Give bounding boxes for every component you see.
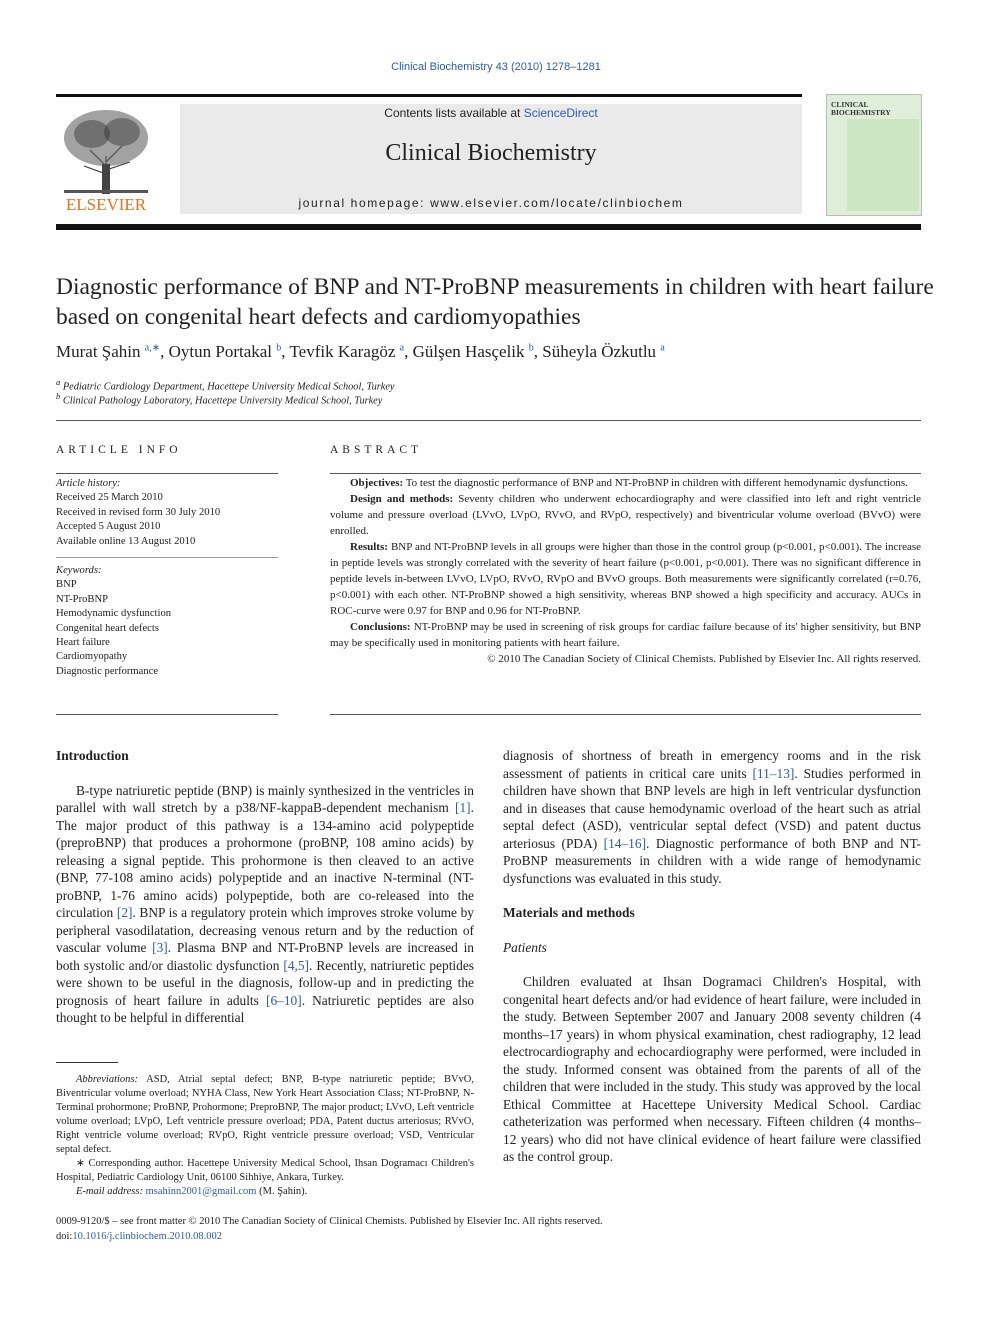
abstract-results xyxy=(330,539,921,619)
abstract-bottom-rule xyxy=(330,714,921,715)
keyword: Diagnostic performance xyxy=(56,665,159,677)
keyword: NT-ProBNP xyxy=(56,593,109,605)
right-column xyxy=(503,747,921,1166)
email-footnote xyxy=(56,1185,474,1199)
reference-link[interactable]: [1] xyxy=(455,800,471,815)
homepage-prefix: journal homepage: xyxy=(298,196,431,210)
conclusions-label: Conclusions: xyxy=(350,621,411,633)
publisher-wordmark: ELSEVIER xyxy=(65,195,147,214)
author-separator: , xyxy=(160,342,169,361)
cover-title: CLINICAL BIOCHEMISTRY xyxy=(831,100,891,117)
footnote-rule xyxy=(56,1062,118,1063)
author-name: Gülşen Hasçelik xyxy=(412,342,525,361)
abstract-body xyxy=(330,475,921,667)
author-affil-mark[interactable]: a xyxy=(399,342,405,354)
journal-cover-thumbnail[interactable] xyxy=(826,94,922,216)
section-rule xyxy=(56,420,921,421)
keywords xyxy=(56,564,278,679)
keyword: BNP xyxy=(56,579,77,591)
author-separator: , xyxy=(404,342,413,361)
keyword: Congenital heart defects xyxy=(56,622,159,634)
author-affil-mark[interactable]: b xyxy=(528,342,534,354)
elsevier-tree-icon xyxy=(56,104,156,214)
author-name: Oytun Portakal xyxy=(168,342,273,361)
journal-header-box xyxy=(180,104,802,214)
abstract-heading: ABSTRACT xyxy=(330,444,423,456)
objectives-label: Objectives: xyxy=(350,477,404,489)
journal-homepage xyxy=(180,196,802,210)
history-label: Article history: xyxy=(56,478,121,489)
history-item: Accepted 5 August 2010 xyxy=(56,521,161,533)
elsevier-logo[interactable] xyxy=(56,104,156,214)
intro-text: diagnosis of shortness of breath in emergency rooms and in the risk assessment of patients in critical care units xyxy=(503,748,921,781)
history-item: Received 25 March 2010 xyxy=(56,492,163,504)
article-info-rule xyxy=(56,473,278,474)
contents-prefix: Contents lists available at xyxy=(384,106,524,120)
email-label: E-mail address: xyxy=(76,1186,143,1197)
affiliation-mark: a xyxy=(56,377,61,387)
author xyxy=(542,342,665,361)
abstract-conclusions xyxy=(330,619,921,651)
abbreviations-label: Abbreviations: xyxy=(76,1074,139,1085)
affiliation-text: Pediatric Cardiology Department, Hacettepe University Medical School, Turkey xyxy=(62,381,395,393)
author-separator: , xyxy=(281,342,290,361)
abstract-copyright: © 2010 The Canadian Society of Clinical Chemists. Published by Elsevier Inc. All rights reserved. xyxy=(487,653,921,665)
author-separator: , xyxy=(533,342,543,361)
keyword: Hemodynamic dysfunction xyxy=(56,608,172,620)
patients-heading: Patients xyxy=(503,939,547,955)
conclusions-text: NT-ProBNP may be used in screening of risk groups for cardiac failure because of its' higher sensitivity, but BNP may be specifically used in monitoring patients with heart failure. xyxy=(330,621,922,649)
keywords-label: Keywords: xyxy=(56,565,102,576)
email-suffix: (M. Şahin). xyxy=(256,1186,308,1197)
abstract-objectives xyxy=(330,475,921,491)
journal-name: Clinical Biochemistry xyxy=(385,140,597,166)
objectives-text: To test the diagnostic performance of BNP and NT-ProBNP in children with different hemodynamic dysfunctions. xyxy=(405,477,908,489)
header-rule xyxy=(56,94,802,97)
author xyxy=(289,342,412,361)
reference-link[interactable]: [11–13] xyxy=(752,765,795,781)
sciencedirect-link[interactable]: ScienceDirect xyxy=(523,106,598,120)
author-affil-mark[interactable]: a xyxy=(660,342,665,354)
design-text: Seventy children who underwent echocardiography and were classified into left and right ventricle volume and pressure overload (LVvO, LVpO, RVvO, and RVpO, respectively) and biventricular volume overload (BVvO) were enrolled. xyxy=(330,493,921,537)
abbreviations-footnote xyxy=(56,1073,474,1157)
patients-paragraph: Children evaluated at Ihsan Dogramaci Children's Hospital, with congenital heart defects and/or had evidence of heart failure, were included in the study. Between September 2007 and January 2008 seventy children (4 months–17 years) in whom physical examination, chest radiography, 12 lead electrocardiography and echocardiography were performed, were included in the study. Informed consent was obtained from the parents of all of the children that were included in the study. This study was approved by the local Ethical Committee at Hacettepe University Medical School. Cardiac catheterization was performed when necessary. Fifteen children (4 months–12 years) who did not have clinical evidence of heart failure were classified as the control group. xyxy=(503,974,921,1164)
affiliation-text: Clinical Pathology Laboratory, Hacettepe University Medical School, Turkey xyxy=(62,395,383,407)
abstract-design xyxy=(330,491,921,539)
keyword: Cardiomyopathy xyxy=(56,651,128,663)
reference-link[interactable]: [3] xyxy=(152,940,168,955)
reference-link[interactable]: [14–16] xyxy=(603,835,647,851)
article-title: Diagnostic performance of BNP and NT-ProBNP measurements in children with heart failure based on congenital heart defects and cardiomyopathies xyxy=(56,274,934,330)
article-info-bottom-rule xyxy=(56,714,278,715)
left-column xyxy=(56,747,474,1027)
footnotes xyxy=(56,1073,474,1199)
journal-citation[interactable]: Clinical Biochemistry 43 (2010) 1278–1281 xyxy=(391,61,601,73)
page-footer xyxy=(56,1214,921,1244)
intro-text: . Recently, natriuretic peptides were shown to be useful in the diagnosis, follow-up and in predicting the prognosis of heart failure in adults xyxy=(56,957,474,1008)
reference-link[interactable]: [2] xyxy=(116,905,133,920)
keyword: Heart failure xyxy=(56,637,110,649)
contents-line xyxy=(180,106,802,120)
article-history xyxy=(56,477,278,549)
intro-paragraph xyxy=(56,782,474,1027)
author-name: Murat Şahin xyxy=(56,342,141,361)
doi-link[interactable]: 10.1016/j.clinbiochem.2010.08.002 xyxy=(72,1231,222,1242)
keywords-rule xyxy=(56,557,278,558)
email-link[interactable]: msahinn2001@gmail.com xyxy=(145,1186,257,1197)
history-item: Available online 13 August 2010 xyxy=(56,535,196,547)
intro-text: . Studies performed in children have shown that BNP levels are high in left ventricular dysfunction and in diseases that cause hemodynamic overload of the heart such as atrial septal defect (ASD), ventricular septal defect (VSD) and patent ductus arteriosus (PDA) xyxy=(503,765,921,851)
results-label: Results: xyxy=(350,541,388,553)
intro-text: . Plasma BNP and NT-ProBNP levels are increased in both systolic and/or diastolic dysfunction xyxy=(56,940,474,973)
intro-text: . The major product of this pathway is a 134-amino acid polypeptide (preproBNP) that produces a prohormone (proBNP, 108 amino acids) by releasing a signal peptide. This prohormone is then cleaved to an active (BNP, 77-108 amino acids) polypeptide and an inactive N-terminal (NT-proBNP, 1-76 amino acids) polypeptide, both are co-released into the circulation xyxy=(56,800,474,920)
history-item: Received in revised form 30 July 2010 xyxy=(56,506,221,518)
author xyxy=(169,342,290,361)
intro-text: B-type natriuretic peptide (BNP) is mainly synthesized in the ventricles in parallel with wall stretch by a p38/NF-kappaB-dependent mechanism xyxy=(56,782,474,815)
author-name: Süheyla Özkutlu xyxy=(542,342,657,361)
author-affil-mark[interactable]: a,∗ xyxy=(144,342,161,354)
author-name: Tevfik Karagöz xyxy=(289,342,396,361)
reference-link[interactable]: [4,5] xyxy=(283,957,310,973)
masthead-rule xyxy=(56,224,921,230)
intro-text: . Natriuretic peptides are also thought to be helpful in differential xyxy=(56,992,474,1025)
reference-link[interactable]: [6–10] xyxy=(265,992,302,1008)
article-info-heading: ARTICLE INFO xyxy=(56,444,182,456)
design-label: Design and methods: xyxy=(350,493,454,505)
intro-text: . BNP is a regulatory protein which improves stroke volume by peripheral vasodilatation, decreasing venous return and by the reduction of vascular volume xyxy=(56,905,474,955)
corresponding-footnote: ∗ Corresponding author. Hacettepe University Medical School, Ihsan Dogramacı Children's Hospital, Pediatric Cardiology Unit, 06100 Sihhiye, Ankara, Turkey. xyxy=(56,1158,474,1183)
author-list xyxy=(56,342,921,362)
introduction-heading: Introduction xyxy=(56,748,129,763)
author-affil-mark[interactable]: b xyxy=(276,342,282,354)
results-text: BNP and NT-ProBNP levels in all groups were higher than those in the control group (p<0.001, p<0.001). The increase in peptide levels was strongly correlated with the severity of heart failure (p<0.001, p<0.001). There was no significant difference in peptide levels in-between LVvO, LVpO, RVvO, RVpO and BVvO groups. Both measurements were significantly correlated (r=0.76, p<0.001) with each other. NT-ProBNP showed a high sensitivity, whereas BNP showed a high specificity and accuracy. AUCs in ROC-curve were 0.97 for BNP and 0.96 for NT-ProBNP. xyxy=(330,541,921,617)
cover-graphic xyxy=(847,119,919,211)
doi-line xyxy=(56,1229,921,1244)
abstract-rule xyxy=(330,473,921,474)
doi-prefix: doi: xyxy=(56,1231,73,1242)
author xyxy=(413,342,543,361)
abbreviations-text: ASD, Atrial septal defect; BNP, B-type natriuretic peptide; BVvO, Biventricular volume overload; NYHA Class, New York Heart Association Class; NT-ProBNP, N-Terminal prohormone; ProBNP, Prohormone; PreproBNP, The major product; LVvO, Left ventricle volume overload; LVpO, Left ventricle pressure overload; PDA, Patent ductus arteriosus; RVvO, Right ventricle volume overload; RVpO, Right ventricle pressure overload; VSD, Ventricular septal defect. xyxy=(56,1074,475,1155)
homepage-url[interactable]: www.elsevier.com/locate/clinbiochem xyxy=(430,196,684,210)
issn-line: 0009-9120/$ – see front matter © 2010 The Canadian Society of Clinical Chemists. Published by Elsevier Inc. All rights reserved. xyxy=(56,1216,603,1227)
author xyxy=(56,342,169,361)
affiliation-mark: b xyxy=(56,391,61,401)
methods-heading: Materials and methods xyxy=(503,905,635,920)
affiliation xyxy=(56,391,921,406)
intro-text: . Diagnostic performance of both BNP and NT-ProBNP measurements in children with a wide range of hemodynamic dysfunctions was evaluated in this study. xyxy=(503,835,922,886)
intro-paragraph-continued xyxy=(503,747,921,887)
